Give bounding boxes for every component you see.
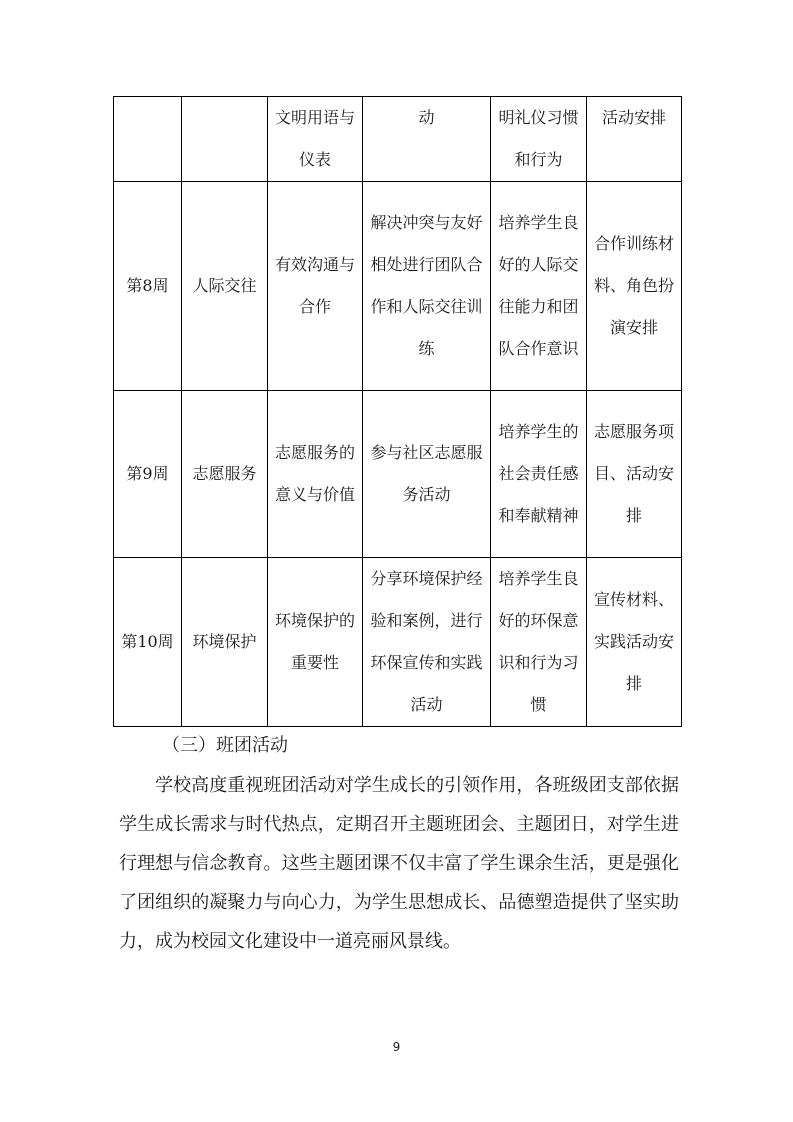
goal-cell bbox=[491, 97, 587, 182]
resources-cell bbox=[587, 97, 682, 182]
page-number: 9 bbox=[392, 1040, 401, 1054]
table-row bbox=[114, 391, 682, 558]
topic-text: 人际交往 bbox=[192, 276, 257, 295]
resources-text: 合作训练材料、角色扮演安排 bbox=[593, 234, 674, 337]
goal-text: 培养学生的社会责任感和奉献精神 bbox=[498, 422, 579, 525]
goal-cell bbox=[491, 391, 587, 558]
resources-cell bbox=[587, 182, 682, 391]
topic-text: 志愿服务 bbox=[192, 464, 257, 483]
goal-cell bbox=[491, 182, 587, 391]
activity-cell bbox=[363, 182, 491, 391]
body-paragraph: 学校高度重视班团活动对学生成长的引领作用，各班级团支部依据学生成长需求与时代热点，定期召开主题班团会、主题团日，对学生进行理想与信念教育。这些主题团课不仅丰富了学生课余生活，更是强化了团组织的凝聚力与向心力，为学生思想成长、品德塑造提供了坚实助力，成为校园文化建设中一道亮丽风景线。 bbox=[119, 775, 679, 952]
topic-cell bbox=[182, 97, 268, 182]
activity-text: 参与社区志愿服务活动 bbox=[370, 443, 483, 504]
goal-cell bbox=[491, 558, 587, 727]
content-cell bbox=[268, 558, 363, 727]
goal-text: 培养学生良好的人际交往能力和团队合作意识 bbox=[498, 213, 579, 358]
activity-cell bbox=[363, 558, 491, 727]
content-text: 有效沟通与合作 bbox=[274, 255, 355, 316]
section-heading: （三）班团活动 bbox=[162, 735, 288, 756]
activity-text: 解决冲突与友好相处进行团队合作和人际交往训练 bbox=[370, 213, 483, 358]
week-text: 第9周 bbox=[126, 464, 169, 483]
activity-text: 动 bbox=[418, 108, 435, 127]
resources-text: 宣传材料、实践活动安排 bbox=[593, 590, 674, 693]
week-cell bbox=[114, 558, 182, 727]
resources-cell bbox=[587, 391, 682, 558]
content-text: 志愿服务的意义与价值 bbox=[274, 443, 355, 504]
content-cell bbox=[268, 182, 363, 391]
schedule-table bbox=[113, 96, 682, 727]
goal-text: 培养学生良好的环保意识和行为习惯 bbox=[498, 569, 579, 714]
topic-text: 环境保护 bbox=[192, 632, 257, 651]
content-text: 文明用语与仪表 bbox=[274, 108, 355, 169]
content-cell bbox=[268, 391, 363, 558]
resources-text: 志愿服务项目、活动安排 bbox=[593, 422, 674, 525]
table-row bbox=[114, 97, 682, 182]
week-cell bbox=[114, 97, 182, 182]
table-row bbox=[114, 558, 682, 727]
topic-cell bbox=[182, 182, 268, 391]
content-cell bbox=[268, 97, 363, 182]
content-text: 环境保护的重要性 bbox=[274, 611, 355, 672]
week-text: 第10周 bbox=[121, 632, 174, 651]
goal-text: 明礼仪习惯和行为 bbox=[498, 108, 579, 169]
activity-text: 分享环境保护经验和案例，进行环保宣传和实践活动 bbox=[370, 569, 483, 714]
activity-cell bbox=[363, 391, 491, 558]
table-row bbox=[114, 182, 682, 391]
week-cell bbox=[114, 182, 182, 391]
activity-cell bbox=[363, 97, 491, 182]
topic-cell bbox=[182, 558, 268, 727]
topic-cell bbox=[182, 391, 268, 558]
week-cell bbox=[114, 391, 182, 558]
resources-text: 活动安排 bbox=[601, 108, 666, 127]
week-text: 第8周 bbox=[126, 276, 169, 295]
resources-cell bbox=[587, 558, 682, 727]
